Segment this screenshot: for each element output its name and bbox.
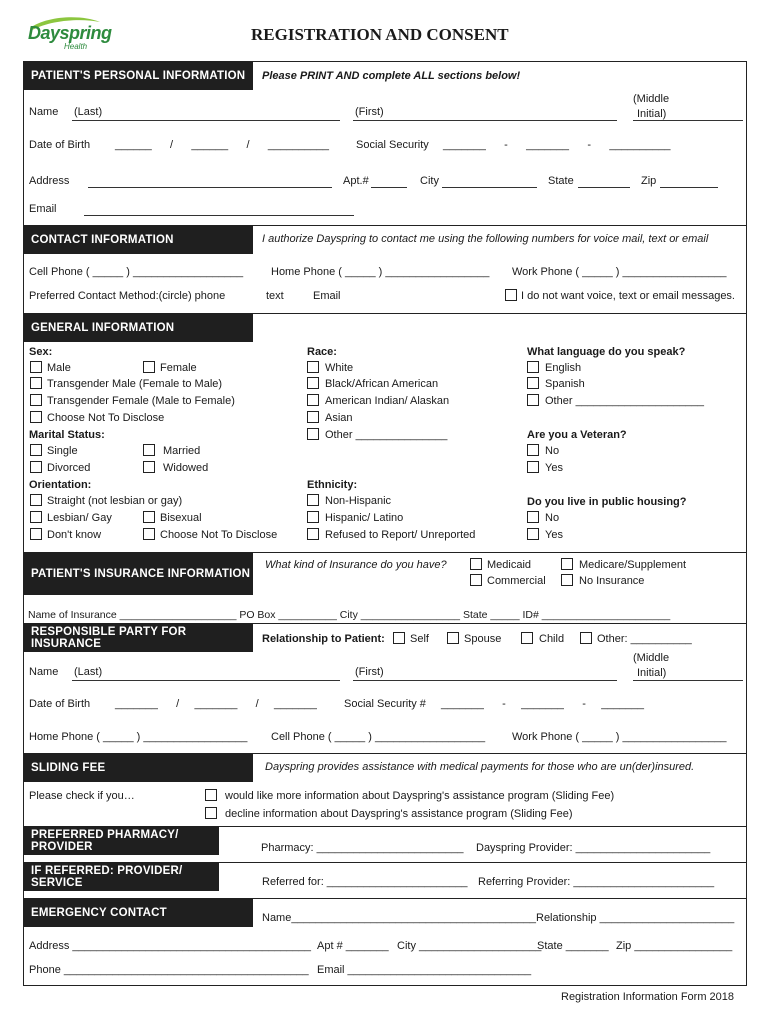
tmale-checkbox[interactable] <box>30 377 42 389</box>
self-label: Self <box>410 633 429 645</box>
dob-field[interactable]: ______ / ______ / __________ <box>115 139 330 151</box>
no-insurance-label: No Insurance <box>579 575 645 587</box>
other-relationship-checkbox[interactable] <box>580 632 592 644</box>
lesbian-checkbox[interactable] <box>30 511 42 523</box>
resp-first-name-field[interactable] <box>353 680 617 681</box>
sliding-more-info-label: would like more information about Dayspring's assistance program (Sliding Fee) <box>225 790 615 802</box>
emergency-address-field[interactable]: Address _______________________________________ <box>29 940 311 952</box>
dontknow-checkbox[interactable] <box>30 528 42 540</box>
nonhisp-checkbox[interactable] <box>307 494 319 506</box>
amind-label: American Indian/ Alaskan <box>325 395 450 407</box>
apt-field[interactable] <box>371 187 407 188</box>
address-field[interactable] <box>88 187 332 188</box>
cell-phone-field[interactable]: Cell Phone ( _____ ) __________________ <box>29 266 244 278</box>
black-label: Black/African American <box>325 378 439 390</box>
relationship-label: Relationship to Patient: <box>262 633 385 645</box>
resp-last-name-field[interactable] <box>72 680 340 681</box>
self-checkbox[interactable] <box>393 632 405 644</box>
sliding-decline-checkbox[interactable] <box>205 807 217 819</box>
veteran-label: Are you a Veteran? <box>527 429 627 441</box>
sliding-decline-label: decline information about Dayspring's assistance program (Sliding Fee) <box>225 808 573 820</box>
hisp-label: Hispanic/ Latino <box>325 512 404 524</box>
home-phone-field[interactable]: Home Phone ( _____ ) _________________ <box>271 266 490 278</box>
last-name-field[interactable] <box>72 120 340 121</box>
hisp-checkbox[interactable] <box>307 511 319 523</box>
white-checkbox[interactable] <box>307 361 319 373</box>
housing-yes-label: Yes <box>545 529 563 541</box>
emergency-zip-field[interactable]: Zip ________________ <box>616 940 733 952</box>
bisexual-checkbox[interactable] <box>143 511 155 523</box>
nonhisp-label: Non-Hispanic <box>325 495 392 507</box>
ssn-label: Social Security <box>356 139 429 151</box>
widowed-label: Widowed <box>163 462 209 474</box>
english-checkbox[interactable] <box>527 361 539 373</box>
emergency-phone-field[interactable]: Phone ________________________________________ <box>29 964 309 976</box>
ethnicity-label: Ethnicity: <box>307 479 358 491</box>
single-label: Single <box>47 445 78 457</box>
resp-dob-label: Date of Birth <box>29 698 91 710</box>
spouse-label: Spouse <box>464 633 502 645</box>
male-checkbox[interactable] <box>30 361 42 373</box>
housing-label: Do you live in public housing? <box>527 496 687 508</box>
contact-option-email[interactable]: Email <box>313 290 341 302</box>
emergency-apt-field[interactable]: Apt # _______ <box>317 940 389 952</box>
instruction-text: Please PRINT AND complete ALL sections below! <box>262 70 521 82</box>
child-label: Child <box>539 633 565 645</box>
female-checkbox[interactable] <box>143 361 155 373</box>
logo-name: Dayspring <box>28 23 112 43</box>
no-messages-checkbox[interactable] <box>505 289 517 301</box>
sex-choose-label: Choose Not To Disclose <box>47 412 165 424</box>
divorced-label: Divorced <box>47 462 91 474</box>
section-header-sliding: SLIDING FEE <box>23 753 253 782</box>
resp-middle-initial-field[interactable] <box>633 680 743 681</box>
resp-ssn-label: Social Security # <box>344 698 426 710</box>
email-field[interactable] <box>84 215 354 216</box>
referring-provider-field[interactable]: Referring Provider: _______________________ <box>478 876 715 888</box>
orientation-choose-label: Choose Not To Disclose <box>160 529 278 541</box>
address-label: Address <box>29 175 70 187</box>
resp-ssn-field[interactable]: _______ - _______ - _______ <box>441 698 645 710</box>
sliding-prompt: Please check if you… <box>29 790 135 802</box>
asian-checkbox[interactable] <box>307 411 319 423</box>
no-messages-label: I do not want voice, text or email messages. <box>521 290 735 302</box>
medicaid-label: Medicaid <box>487 559 532 571</box>
refused-label: Refused to Report/ Unreported <box>325 529 476 541</box>
section-header-pharmacy: PREFERRED PHARMACY/ PROVIDER <box>23 826 219 855</box>
section-header-responsible: RESPONSIBLE PARTY FOR INSURANCE <box>23 623 253 652</box>
first-label: (First) <box>355 106 384 118</box>
other-language-checkbox[interactable] <box>527 394 539 406</box>
resp-name-label: Name <box>29 666 59 678</box>
apt-label: Apt.# <box>343 175 369 187</box>
zip-field[interactable] <box>660 187 718 188</box>
last-label: (Last) <box>74 106 103 118</box>
straight-label: Straight (not lesbian or gay) <box>47 495 183 507</box>
veteran-no-label: No <box>545 445 560 457</box>
spanish-checkbox[interactable] <box>527 377 539 389</box>
logo-sub: Health <box>64 42 88 51</box>
other-relationship-label: Other: __________ <box>597 633 692 645</box>
orientation-choose-checkbox[interactable] <box>143 528 155 540</box>
resp-cell-phone-field[interactable]: Cell Phone ( _____ ) __________________ <box>271 731 486 743</box>
no-insurance-checkbox[interactable] <box>561 574 573 586</box>
preferred-contact-label[interactable]: Preferred Contact Method:(circle) phone <box>29 290 226 302</box>
referred-for-field[interactable]: Referred for: _______________________ <box>262 876 468 888</box>
sex-choose-checkbox[interactable] <box>30 411 42 423</box>
other-race-checkbox[interactable] <box>307 428 319 440</box>
emergency-email-field[interactable]: Email ______________________________ <box>317 964 532 976</box>
pharmacy-field[interactable]: Pharmacy: ________________________ <box>261 842 464 854</box>
contact-note: I authorize Dayspring to contact me using the following numbers for voice mail, text or email <box>262 233 709 245</box>
widowed-checkbox[interactable] <box>143 461 155 473</box>
sliding-note: Dayspring provides assistance with medical payments for those who are un(der)insured. <box>265 761 695 773</box>
orientation-label: Orientation: <box>29 479 92 491</box>
sex-label: Sex: <box>29 346 53 358</box>
black-checkbox[interactable] <box>307 377 319 389</box>
insurance-details-line[interactable]: Name of Insurance ____________________ PO Box __________ City _________________ State _____ ID# ______________________ <box>28 609 671 621</box>
section-header-insurance: PATIENT'S INSURANCE INFORMATION <box>23 552 253 595</box>
section-header-contact: CONTACT INFORMATION <box>23 225 253 254</box>
medicare-checkbox[interactable] <box>561 558 573 570</box>
child-checkbox[interactable] <box>521 632 533 644</box>
page-title: REGISTRATION AND CONSENT <box>251 25 509 44</box>
resp-last-label: (Last) <box>74 666 103 678</box>
race-label: Race: <box>307 346 337 358</box>
resp-middle-label-2: Initial) <box>637 667 667 679</box>
refused-checkbox[interactable] <box>307 528 319 540</box>
first-name-field[interactable] <box>353 120 617 121</box>
section-header-referred: IF REFERRED: PROVIDER/ SERVICE <box>23 862 219 891</box>
contact-option-text[interactable]: text <box>266 290 284 302</box>
english-label: English <box>545 362 582 374</box>
veteran-yes-checkbox[interactable] <box>527 461 539 473</box>
housing-no-label: No <box>545 512 560 524</box>
married-checkbox[interactable] <box>143 444 155 456</box>
middle-label-1: (Middle <box>633 93 670 105</box>
city-label: City <box>420 175 439 187</box>
section-header-patient: PATIENT'S PERSONAL INFORMATION <box>23 61 253 90</box>
single-checkbox[interactable] <box>30 444 42 456</box>
resp-first-label: (First) <box>355 666 384 678</box>
language-label: What language do you speak? <box>527 346 686 358</box>
bisexual-label: Bisexual <box>160 512 202 524</box>
other-language-label: Other _____________________ <box>545 395 705 407</box>
middle-initial-field[interactable] <box>633 120 743 121</box>
dontknow-label: Don't know <box>47 529 102 541</box>
emergency-relationship-field[interactable]: Relationship ______________________ <box>536 912 735 924</box>
commercial-label: Commercial <box>487 575 546 587</box>
asian-label: Asian <box>325 412 353 424</box>
medicare-label: Medicare/Supplement <box>579 559 687 571</box>
name-label: Name <box>29 106 59 118</box>
other-race-label: Other _______________ <box>325 429 448 441</box>
email-label: Email <box>29 203 57 215</box>
dob-label: Date of Birth <box>29 139 91 151</box>
housing-no-checkbox[interactable] <box>527 511 539 523</box>
resp-middle-label-1: (Middle <box>633 652 670 664</box>
section-header-emergency: EMERGENCY CONTACT <box>23 898 253 927</box>
lesbian-label: Lesbian/ Gay <box>47 512 112 524</box>
divorced-checkbox[interactable] <box>30 461 42 473</box>
marital-label: Marital Status: <box>29 429 105 441</box>
white-label: White <box>325 362 354 374</box>
zip-label: Zip <box>641 175 657 187</box>
state-label: State <box>548 175 574 187</box>
amind-checkbox[interactable] <box>307 394 319 406</box>
commercial-checkbox[interactable] <box>470 574 482 586</box>
section-header-general: GENERAL INFORMATION <box>23 313 253 342</box>
tfemale-checkbox[interactable] <box>30 394 42 406</box>
tmale-label: Transgender Male (Female to Male) <box>47 378 223 390</box>
emergency-city-field[interactable]: City ____________________ <box>397 940 542 952</box>
resp-dob-field[interactable]: _______ / _______ / _______ <box>115 698 317 710</box>
middle-label-2: Initial) <box>637 108 667 120</box>
housing-yes-checkbox[interactable] <box>527 528 539 540</box>
provider-field[interactable]: Dayspring Provider: ______________________ <box>476 842 711 854</box>
straight-checkbox[interactable] <box>30 494 42 506</box>
married-label: Married <box>163 445 201 457</box>
state-field[interactable] <box>578 187 630 188</box>
spanish-label: Spanish <box>545 378 585 390</box>
tfemale-label: Transgender Female (Male to Female) <box>47 395 235 407</box>
resp-home-phone-field[interactable]: Home Phone ( _____ ) _________________ <box>29 731 248 743</box>
insurance-question: What kind of Insurance do you have? <box>265 559 447 571</box>
spouse-checkbox[interactable] <box>447 632 459 644</box>
work-phone-field[interactable]: Work Phone ( _____ ) _________________ <box>512 266 727 278</box>
male-label: Male <box>47 362 71 374</box>
veteran-no-checkbox[interactable] <box>527 444 539 456</box>
ssn-field[interactable]: _______ - _______ - __________ <box>443 139 671 151</box>
veteran-yes-label: Yes <box>545 462 563 474</box>
emergency-state-field[interactable]: State _______ <box>537 940 609 952</box>
resp-work-phone-field[interactable]: Work Phone ( _____ ) _________________ <box>512 731 727 743</box>
city-field[interactable] <box>442 187 537 188</box>
sliding-more-info-checkbox[interactable] <box>205 789 217 801</box>
medicaid-checkbox[interactable] <box>470 558 482 570</box>
female-label: Female <box>160 362 197 374</box>
emergency-name-field[interactable]: Name________________________________________ <box>262 912 537 924</box>
form-footer: Registration Information Form 2018 <box>561 991 735 1003</box>
